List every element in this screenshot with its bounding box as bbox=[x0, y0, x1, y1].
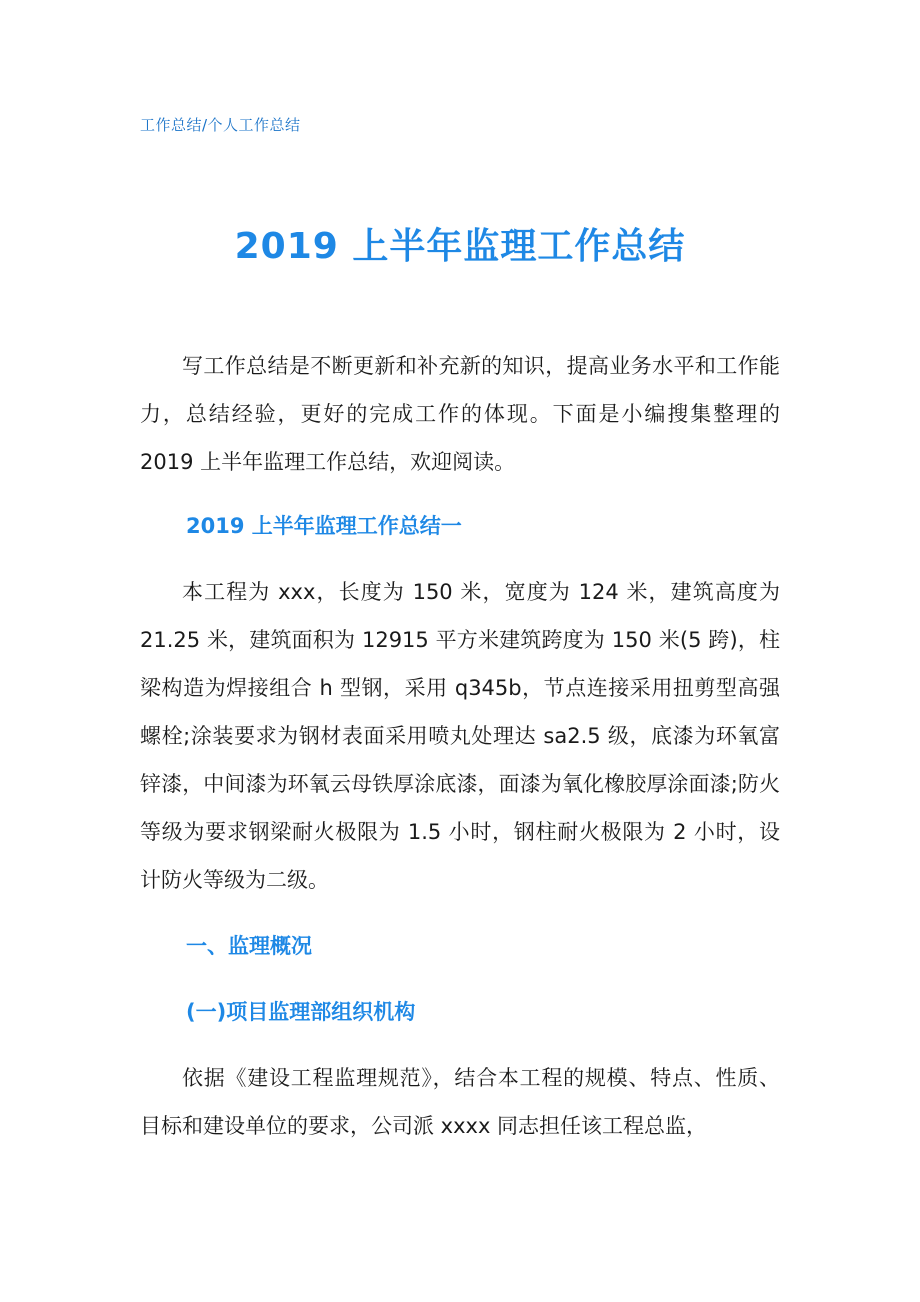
project-description-paragraph: 本工程为 xxx，长度为 150 米，宽度为 124 米，建筑高度为 21.25 米，建筑面积为 12915 平方米建筑跨度为 150 米(5 跨)，柱梁构造为焊接组合 h 型钢，采用 q345b，节点连接采用扭剪型高强螺栓;涂装要求为钢材表面采用喷丸处理达 sa2.5 级，底漆为环氧富锌漆，中间漆为环氧云母铁厚涂底漆，面漆为氧化橡胶厚涂面漆;防火等级为要求钢梁耐火极限为 1.5 小时，钢柱耐火极限为 2 小时，设计防火等级为二级。 bbox=[140, 580, 780, 892]
breadcrumb[interactable]: 工作总结/个人工作总结 bbox=[140, 116, 301, 134]
page-title: 2019 上半年监理工作总结 bbox=[234, 226, 686, 267]
supervision-overview-heading: 一、监理概况 bbox=[186, 934, 312, 958]
section-heading-1: 2019 上半年监理工作总结一 bbox=[186, 514, 462, 538]
intro-paragraph: 写工作总结是不断更新和补充新的知识，提高业务水平和工作能力，总结经验，更好的完成工作的体现。下面是小编搜集整理的 2019 上半年监理工作总结，欢迎阅读。 bbox=[140, 354, 780, 474]
organization-structure-heading: (一)项目监理部组织机构 bbox=[186, 1000, 416, 1024]
organization-paragraph: 依据《建设工程监理规范》，结合本工程的规模、特点、性质、目标和建设单位的要求，公司派 xxxx 同志担任该工程总监， bbox=[140, 1066, 780, 1138]
